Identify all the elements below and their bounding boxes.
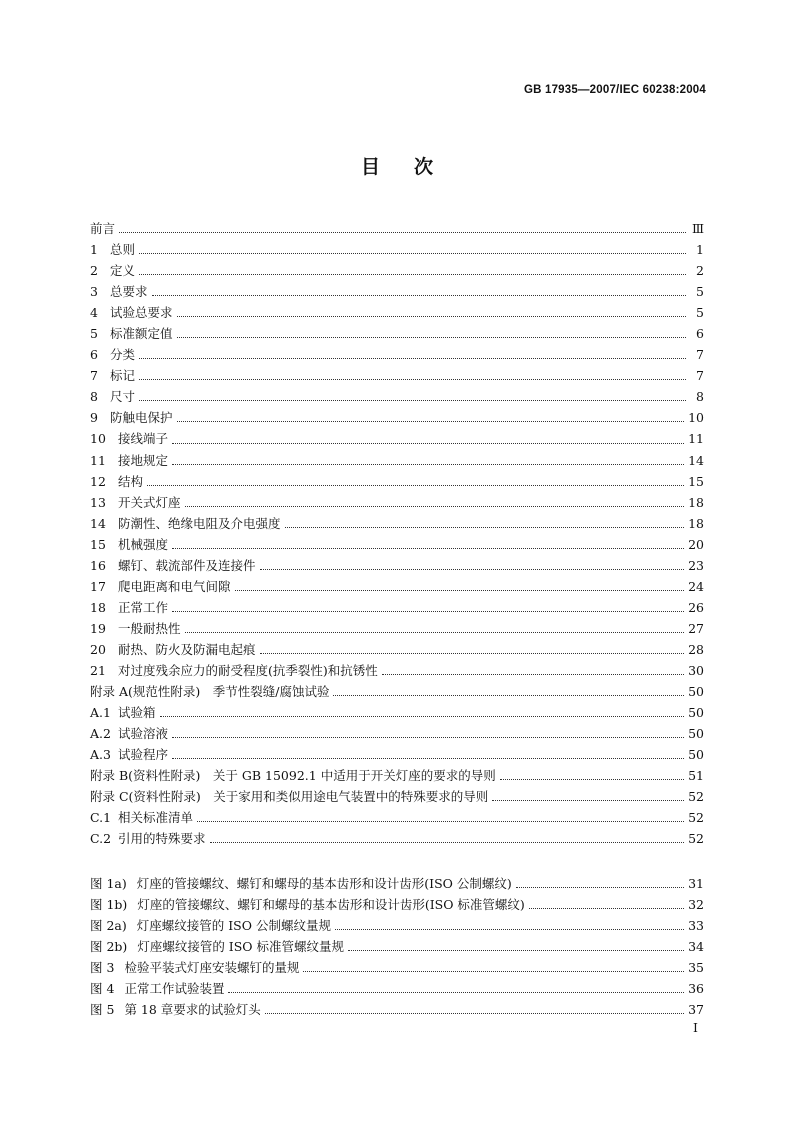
figure-entry[interactable]	[90, 873, 704, 894]
toc-entry[interactable]	[90, 807, 704, 828]
figure-label: 灯座螺纹接管的 ISO 标准管螺纹量规	[137, 939, 345, 955]
toc-page: 1	[696, 242, 704, 258]
toc-number: 6	[90, 347, 98, 363]
toc-label: 定义	[110, 263, 136, 279]
leader-dots	[228, 991, 684, 993]
list-of-figures	[90, 873, 704, 1020]
toc-label: 分类	[110, 347, 136, 363]
toc-label: 总要求	[110, 284, 148, 300]
figure-label: 正常工作试验装置	[124, 981, 225, 997]
leader-dots	[516, 886, 684, 888]
toc-label: 引用的特殊要求	[118, 831, 206, 847]
toc-number: 3	[90, 284, 98, 300]
toc-number: 7	[90, 368, 98, 384]
leader-dots	[172, 463, 684, 465]
figure-label: 灯座螺纹接管的 ISO 公制螺纹量规	[136, 918, 331, 934]
figure-page: 36	[688, 981, 704, 997]
toc-label: 防触电保护	[110, 410, 173, 426]
toc-label: 试验程序	[118, 747, 169, 763]
toc-number: 8	[90, 389, 98, 405]
toc-page: 51	[688, 768, 704, 784]
figure-page: 35	[688, 960, 704, 976]
toc-label: 标记	[110, 368, 136, 384]
toc-number: 10	[90, 431, 106, 447]
toc-page: 11	[688, 431, 704, 447]
toc-page: 20	[688, 536, 704, 552]
figure-page: 32	[688, 897, 704, 913]
toc-number: 18	[90, 599, 106, 615]
leader-dots	[172, 757, 684, 759]
toc-page: 26	[688, 599, 704, 615]
leader-dots	[260, 652, 685, 654]
figure-label: 检验平装式灯座安装螺钉的量规	[124, 960, 300, 976]
figure-entry[interactable]	[90, 915, 704, 936]
leader-dots	[529, 907, 684, 909]
figure-number: 图 3	[90, 960, 115, 976]
figure-number: 图 5	[90, 1002, 115, 1018]
leader-dots	[139, 273, 686, 275]
leader-dots	[177, 315, 686, 317]
toc-number: 15	[90, 536, 106, 552]
toc-entry[interactable]	[90, 365, 704, 386]
leader-dots	[265, 1012, 684, 1014]
toc-page: 23	[688, 557, 704, 573]
figure-label: 灯座的管接螺纹、螺钉和螺母的基本齿形和设计齿形(ISO 标准管螺纹)	[137, 897, 525, 913]
toc-entry[interactable]	[90, 723, 704, 744]
leader-dots	[260, 568, 685, 570]
leader-dots	[139, 357, 686, 359]
toc-entry[interactable]	[90, 428, 704, 449]
toc-number: C.1	[90, 810, 112, 826]
toc-page: 18	[688, 515, 704, 531]
leader-dots	[139, 378, 686, 380]
toc-number: A.2	[90, 726, 111, 742]
table-of-contents	[90, 218, 704, 849]
figure-entry[interactable]	[90, 978, 704, 999]
figure-number: 图 4	[90, 981, 115, 997]
toc-page: 18	[688, 494, 704, 510]
toc-number: 2	[90, 263, 98, 279]
toc-entry-annex-b[interactable]	[90, 765, 704, 786]
toc-page: 6	[696, 326, 704, 342]
toc-entry-annex-c[interactable]	[90, 786, 704, 807]
figure-page: 31	[688, 876, 704, 891]
toc-number: 21	[90, 662, 106, 678]
leader-dots	[147, 484, 684, 486]
toc-page: 8	[696, 389, 704, 405]
leader-dots	[160, 715, 685, 717]
toc-page: 52	[688, 789, 704, 805]
toc-label: 附录 B(资料性附录) 关于 GB 15092.1 中适用于开关灯座的要求的导则	[90, 768, 496, 784]
toc-label: 结构	[118, 473, 144, 489]
toc-number: 19	[90, 620, 106, 636]
toc-page: 5	[696, 305, 704, 321]
figure-page: 37	[688, 1002, 704, 1018]
leader-dots	[492, 799, 684, 801]
toc-page: 5	[696, 284, 704, 300]
toc-entry[interactable]	[90, 492, 704, 513]
toc-entry[interactable]	[90, 660, 704, 681]
toc-page: 50	[688, 684, 704, 700]
toc-entry[interactable]	[90, 218, 704, 239]
toc-number: 9	[90, 410, 98, 426]
leader-dots	[119, 231, 686, 233]
toc-entry[interactable]	[90, 281, 704, 302]
toc-label: 总则	[110, 242, 136, 258]
toc-page: 14	[688, 452, 704, 468]
toc-entry[interactable]	[90, 323, 704, 344]
figure-entry[interactable]	[90, 894, 704, 915]
leader-dots	[152, 294, 686, 296]
toc-entry[interactable]	[90, 407, 704, 428]
toc-entry[interactable]	[90, 513, 704, 534]
standard-code: GB 17935—2007/IEC 60238:2004	[523, 84, 706, 96]
toc-number: 5	[90, 326, 98, 342]
leader-dots	[177, 420, 685, 422]
leader-dots	[185, 505, 685, 507]
leader-dots	[335, 928, 684, 930]
figure-number: 图 1a)	[90, 876, 127, 891]
toc-number: 16	[90, 557, 106, 573]
toc-page: 7	[696, 347, 704, 363]
leader-dots	[172, 610, 684, 612]
toc-page: 7	[696, 368, 704, 384]
figure-label: 第 18 章要求的试验灯头	[124, 1002, 261, 1018]
leader-dots	[348, 949, 684, 951]
toc-label: 接线端子	[118, 431, 169, 447]
toc-page: 50	[688, 747, 704, 763]
toc-number: A.3	[90, 747, 111, 763]
leader-dots	[172, 736, 684, 738]
toc-label: 尺寸	[110, 389, 136, 405]
leader-dots	[177, 336, 686, 338]
toc-number: 11	[90, 452, 106, 468]
toc-label: 标准额定值	[110, 326, 173, 342]
toc-entry[interactable]	[90, 744, 704, 765]
toc-label: 附录 A(规范性附录) 季节性裂缝/腐蚀试验	[90, 684, 330, 700]
toc-number: A.1	[90, 705, 111, 721]
figure-page: 33	[688, 918, 704, 934]
toc-label: 机械强度	[118, 536, 169, 552]
leader-dots	[500, 778, 684, 780]
leader-dots	[333, 694, 684, 696]
toc-page: 52	[688, 810, 704, 826]
leader-dots	[139, 252, 686, 254]
toc-label: 前言	[90, 221, 116, 236]
toc-label: 试验溶液	[118, 726, 169, 742]
toc-number: 20	[90, 641, 106, 657]
toc-entry[interactable]	[90, 702, 704, 723]
figure-number: 图 1b)	[90, 897, 128, 913]
toc-label: 螺钉、载流部件及连接件	[118, 557, 256, 573]
toc-entry[interactable]	[90, 555, 704, 576]
toc-entry[interactable]	[90, 450, 704, 471]
toc-entry[interactable]	[90, 386, 704, 407]
toc-page: 15	[688, 473, 704, 489]
toc-label: 开关式灯座	[118, 494, 181, 510]
toc-page: 28	[688, 641, 704, 657]
toc-page: 27	[688, 620, 704, 636]
toc-number: C.2	[90, 831, 112, 847]
toc-label: 对过度残余应力的耐受程度(抗季裂性)和抗锈性	[118, 662, 378, 678]
toc-entry[interactable]	[90, 828, 704, 849]
leader-dots	[172, 442, 684, 444]
leader-dots	[285, 526, 685, 528]
toc-label: 接地规定	[118, 452, 169, 468]
toc-number: 4	[90, 305, 98, 321]
toc-page: Ⅲ	[691, 221, 704, 236]
toc-label: 正常工作	[118, 599, 169, 615]
toc-number: 17	[90, 578, 106, 594]
toc-entry[interactable]	[90, 534, 704, 555]
figure-number: 图 2a)	[90, 918, 127, 934]
toc-page: 2	[696, 263, 704, 279]
toc-label: 附录 C(资料性附录) 关于家用和类似用途电气装置中的特殊要求的导则	[90, 789, 489, 805]
toc-entry[interactable]	[90, 618, 704, 639]
leader-dots	[139, 399, 686, 401]
toc-entry[interactable]	[90, 239, 704, 260]
leader-dots	[172, 547, 684, 549]
toc-page: 50	[688, 705, 704, 721]
figure-entry[interactable]	[90, 957, 704, 978]
leader-dots	[382, 673, 684, 675]
toc-entry[interactable]	[90, 639, 704, 660]
toc-label: 试验箱	[118, 705, 156, 721]
figure-entry[interactable]	[90, 999, 704, 1020]
toc-page: 30	[688, 662, 704, 678]
toc-label: 防潮性、绝缘电阻及介电强度	[118, 515, 281, 531]
toc-page: 24	[688, 578, 704, 594]
toc-entry[interactable]	[90, 471, 704, 492]
leader-dots	[185, 631, 685, 633]
toc-number: 1	[90, 242, 98, 258]
toc-label: 耐热、防火及防漏电起痕	[118, 641, 256, 657]
toc-label: 相关标准清单	[118, 810, 194, 826]
leader-dots	[197, 820, 684, 822]
toc-entry[interactable]	[90, 260, 704, 281]
page-number: Ⅰ	[693, 1020, 698, 1035]
leader-dots	[235, 589, 685, 591]
toc-entry[interactable]	[90, 576, 704, 597]
toc-entry[interactable]	[90, 302, 704, 323]
figure-page: 34	[688, 939, 704, 955]
toc-page: 10	[688, 410, 704, 426]
leader-dots	[210, 841, 685, 843]
toc-number: 14	[90, 515, 106, 531]
toc-label: 试验总要求	[110, 305, 173, 321]
toc-page: 50	[688, 726, 704, 742]
figure-number: 图 2b)	[90, 939, 128, 955]
toc-label: 爬电距离和电气间隙	[118, 578, 231, 594]
toc-number: 12	[90, 473, 106, 489]
toc-entry-annex-a[interactable]	[90, 681, 704, 702]
toc-label: 一般耐热性	[118, 620, 181, 636]
toc-entry[interactable]	[90, 344, 704, 365]
toc-number: 13	[90, 494, 106, 510]
toc-entry[interactable]	[90, 597, 704, 618]
page-title: 目次	[360, 156, 467, 178]
figure-entry[interactable]	[90, 936, 704, 957]
leader-dots	[303, 970, 684, 972]
figure-label: 灯座的管接螺纹、螺钉和螺母的基本齿形和设计齿形(ISO 公制螺纹)	[136, 876, 512, 891]
toc-page: 52	[688, 831, 704, 847]
